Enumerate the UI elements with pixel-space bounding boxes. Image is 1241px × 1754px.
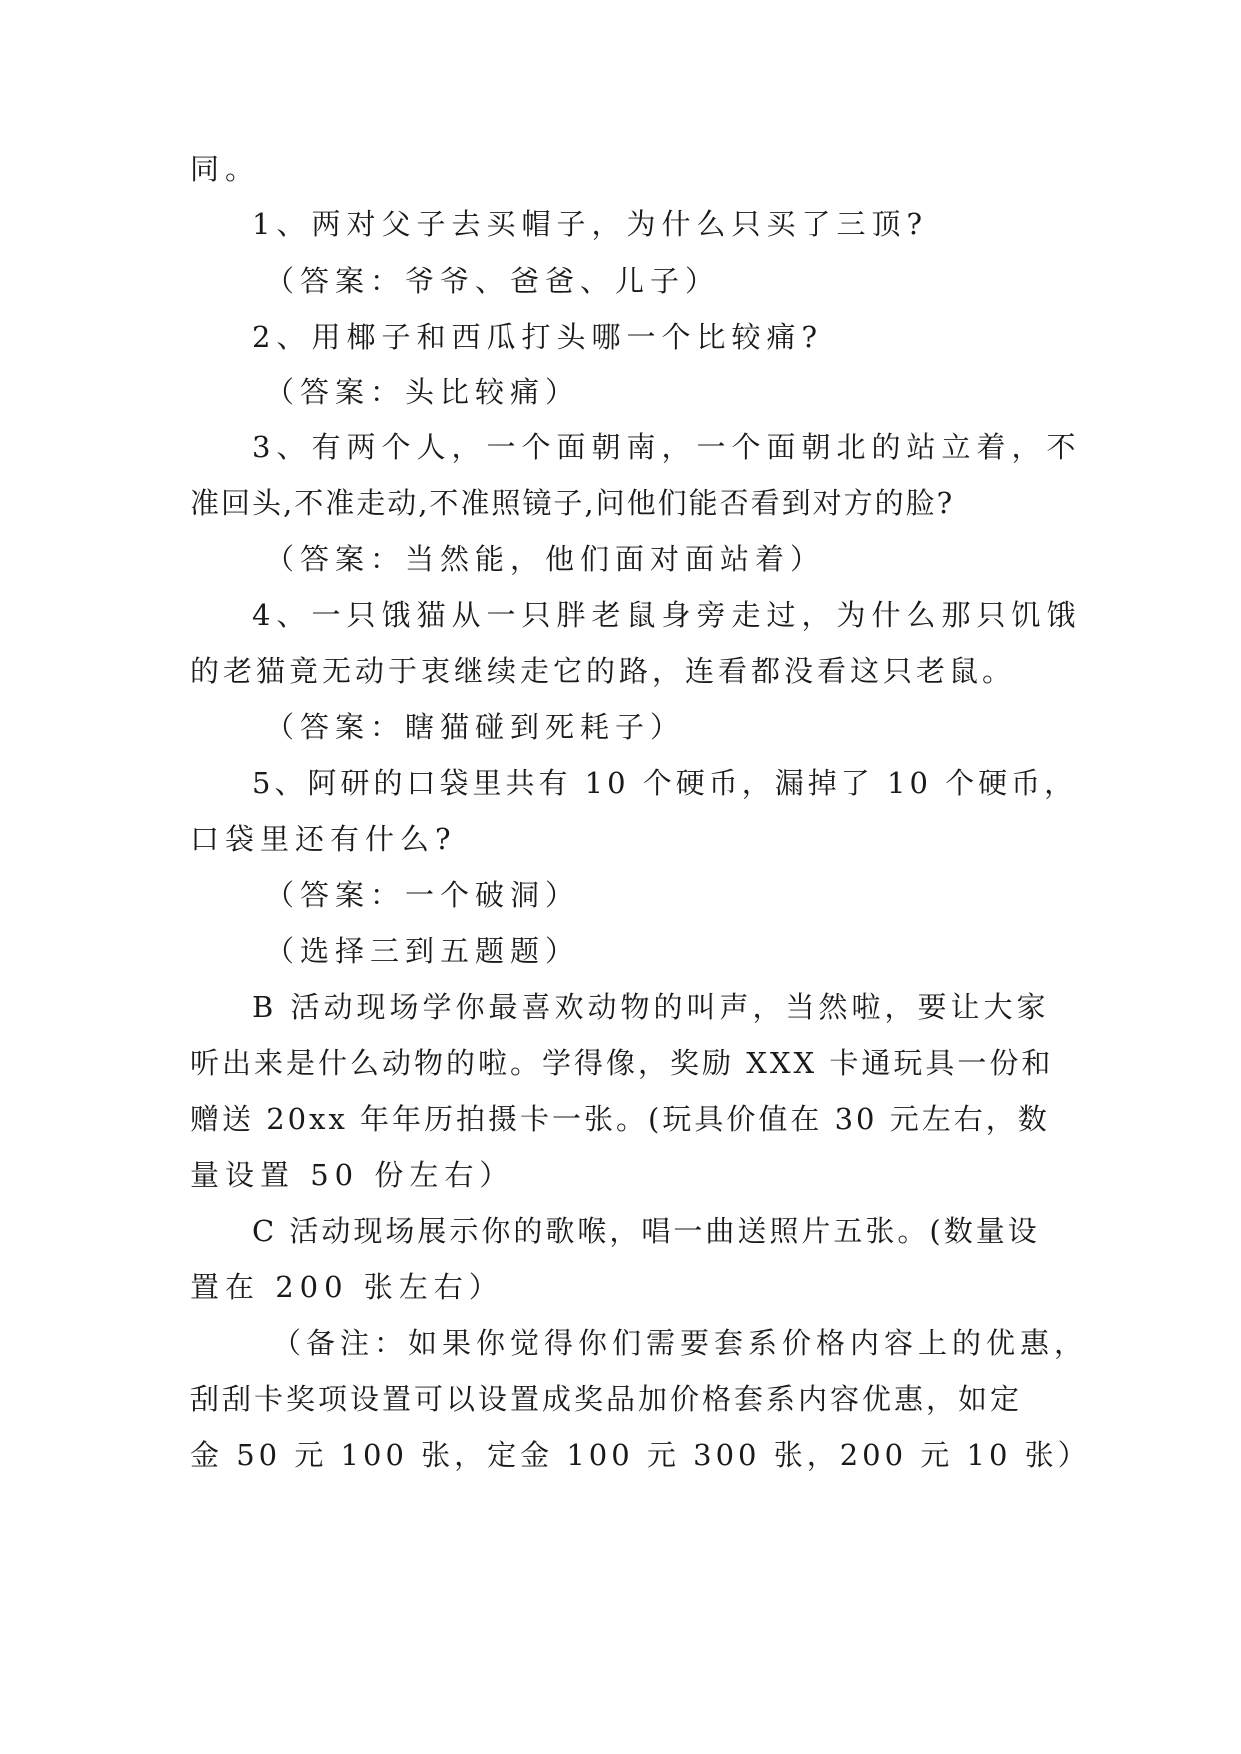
remark-cont-1: 刮刮卡奖项设置可以设置成奖品加价格套系内容优惠，如定 bbox=[190, 1382, 1023, 1416]
activity-c: C 活动现场展示你的歌喉，唱一曲送照片五张。(数量设 bbox=[252, 1214, 1040, 1248]
remark: （备注：如果你觉得你们需要套系价格内容上的优惠， bbox=[272, 1326, 1089, 1360]
activity-c-cont: 置在 200 张左右） bbox=[190, 1270, 504, 1304]
activity-b-cont-1: 听出来是什么动物的啦。学得像，奖励 XXX 卡通玩具一份和 bbox=[190, 1046, 1054, 1080]
text-line: 同。 bbox=[190, 152, 261, 186]
answer-5: （答案：一个破洞） bbox=[265, 878, 581, 912]
selection-note: （选择三到五题题） bbox=[265, 934, 581, 968]
remark-cont-2: 金 50 元 100 张，定金 100 元 300 张，200 元 10 张） bbox=[190, 1438, 1091, 1472]
question-1: 1、两对父子去买帽子，为什么只买了三顶? bbox=[252, 207, 928, 241]
activity-b-cont-2: 赠送 20xx 年年历拍摄卡一张。(玩具价值在 30 元左右，数 bbox=[190, 1102, 1050, 1136]
question-3-cont: 准回头,不准走动,不准照镜子,问他们能否看到对方的脸? bbox=[190, 486, 955, 520]
question-2: 2、用椰子和西瓜打头哪一个比较痛? bbox=[252, 320, 823, 354]
question-5-cont: 口袋里还有什么? bbox=[190, 822, 457, 856]
question-5: 5、阿研的口袋里共有 10 个硬币，漏掉了 10 个硬币， bbox=[252, 766, 1078, 800]
question-3: 3、有两个人，一个面朝南，一个面朝北的站立着，不 bbox=[252, 430, 1082, 464]
answer-2: （答案：头比较痛） bbox=[265, 375, 581, 409]
answer-4: （答案：瞎猫碰到死耗子） bbox=[265, 710, 686, 744]
answer-3: （答案：当然能，他们面对面站着） bbox=[265, 542, 826, 576]
activity-b: B 活动现场学你最喜欢动物的叫声，当然啦，要让大家 bbox=[252, 990, 1050, 1024]
question-4: 4、一只饿猫从一只胖老鼠身旁走过，为什么那只饥饿 bbox=[252, 598, 1082, 632]
answer-1: （答案：爷爷、爸爸、儿子） bbox=[265, 264, 721, 298]
activity-b-cont-3: 量设置 50 份左右） bbox=[190, 1158, 515, 1192]
question-4-cont: 的老猫竟无动于衷继续走它的路，连看都没看这只老鼠。 bbox=[190, 654, 1016, 688]
